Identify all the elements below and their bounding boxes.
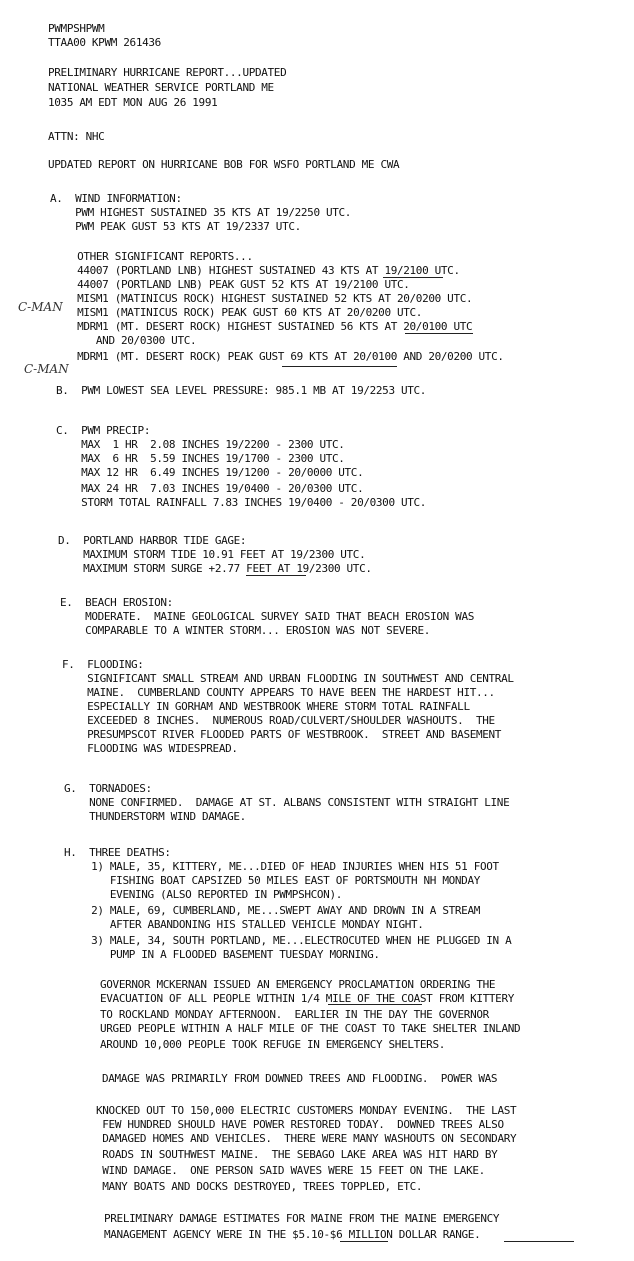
section-f-line: EXCEEDED 8 INCHES. NUMEROUS ROAD/CULVERT/SHOULDER WASHOUTS. THE [62, 714, 495, 727]
section-h-line: PUMP IN A FLOODED BASEMENT TUESDAY MORNING. [66, 948, 380, 961]
header-line-2: TTAA00 KPWM 261436 [48, 36, 161, 49]
section-d-heading: D. PORTLAND HARBOR TIDE GAGE: [58, 534, 247, 547]
section-f-line: SIGNIFICANT SMALL STREAM AND URBAN FLOODING IN SOUTHWEST AND CENTRAL [62, 672, 514, 685]
section-f-line: FLOODING WAS WIDESPREAD. [62, 742, 238, 755]
section-c-heading: C. PWM PRECIP: [56, 424, 151, 437]
governor-line: EVACUATION OF ALL PEOPLE WITHIN 1/4 MILE OF THE COAST FROM KITTERY [100, 992, 514, 1005]
section-f-heading: F. FLOODING: [62, 658, 144, 671]
handwritten-underline [383, 277, 443, 278]
handwritten-underline [340, 1241, 388, 1242]
estimate-line: PRELIMINARY DAMAGE ESTIMATES FOR MAINE FROM THE MAINE EMERGENCY [104, 1212, 500, 1225]
handwritten-cman-note: C-MAN [18, 300, 63, 314]
office-line: NATIONAL WEATHER SERVICE PORTLAND ME [48, 81, 274, 94]
section-c-line: MAX 24 HR 7.03 INCHES 19/0400 - 20/0300 UTC. [56, 482, 364, 495]
damage-line: DAMAGED HOMES AND VEHICLES. THERE WERE MANY WASHOUTS ON SECONDARY [96, 1132, 517, 1145]
section-d-line: MAXIMUM STORM SURGE +2.77 FEET AT 19/2300 UTC. [58, 562, 372, 575]
section-h-line: FISHING BOAT CAPSIZED 50 MILES EAST OF PORTSMOUTH NH MONDAY [66, 874, 480, 887]
section-h-line: EVENING (ALSO REPORTED IN PWMPSHCON). [66, 888, 342, 901]
handwritten-underline [246, 575, 306, 576]
section-f-line: MAINE. CUMBERLAND COUNTY APPEARS TO HAVE BEEN THE HARDEST HIT... [62, 686, 495, 699]
section-c-line: MAX 1 HR 2.08 INCHES 19/2200 - 2300 UTC. [56, 438, 345, 451]
damage-line: WIND DAMAGE. ONE PERSON SAID WAVES WERE 15 FEET ON THE LAKE. [96, 1164, 485, 1177]
handwritten-underline [282, 366, 397, 367]
section-h-line: 3) MALE, 34, SOUTH PORTLAND, ME...ELECTROCUTED WHEN HE PLUGGED IN A [66, 934, 512, 947]
section-c-line: STORM TOTAL RAINFALL 7.83 INCHES 19/0400 - 20/0300 UTC. [56, 496, 427, 509]
governor-line: TO ROCKLAND MONDAY AFTERNOON. EARLIER IN THE DAY THE GOVERNOR [100, 1008, 489, 1021]
section-a-line: PWM PEAK GUST 53 KTS AT 19/2337 UTC. [50, 220, 301, 233]
section-e-heading: E. BEACH EROSION: [60, 596, 173, 609]
handwritten-underline [405, 333, 473, 334]
section-h-line: AFTER ABANDONING HIS STALLED VEHICLE MONDAY NIGHT. [66, 918, 424, 931]
section-a-line: MISM1 (MATINICUS ROCK) PEAK GUST 60 KTS AT 20/0200 UTC. [52, 306, 423, 319]
section-a-heading: A. WIND INFORMATION: [50, 192, 182, 205]
handwritten-underline [504, 1241, 574, 1242]
section-d-line: MAXIMUM STORM TIDE 10.91 FEET AT 19/2300 UTC. [58, 548, 366, 561]
section-h-line: 2) MALE, 69, CUMBERLAND, ME...SWEPT AWAY AND DROWN IN A STREAM [66, 904, 480, 917]
section-a-line: OTHER SIGNIFICANT REPORTS... [52, 250, 253, 263]
section-h-heading: H. THREE DEATHS: [64, 846, 171, 859]
attn-line: ATTN: NHC [48, 130, 105, 143]
damage-line: DAMAGE WAS PRIMARILY FROM DOWNED TREES AND FLOODING. POWER WAS [102, 1072, 498, 1085]
damage-line: FEW HUNDRED SHOULD HAVE POWER RESTORED TODAY. DOWNED TREES ALSO [96, 1118, 504, 1131]
section-g-line: NONE CONFIRMED. DAMAGE AT ST. ALBANS CONSISTENT WITH STRAIGHT LINE [64, 796, 510, 809]
section-a-line: PWM HIGHEST SUSTAINED 35 KTS AT 19/2250 UTC. [50, 206, 352, 219]
section-a-line: 44007 (PORTLAND LNB) HIGHEST SUSTAINED 43 KTS AT 19/2100 UTC. [52, 264, 460, 277]
section-e-line: MODERATE. MAINE GEOLOGICAL SURVEY SAID THAT BEACH EROSION WAS [60, 610, 474, 623]
issue-time: 1035 AM EDT MON AUG 26 1991 [48, 96, 218, 109]
intro-line: UPDATED REPORT ON HURRICANE BOB FOR WSFO PORTLAND ME CWA [48, 158, 400, 171]
section-a-line: MDRM1 (MT. DESERT ROCK) PEAK GUST 69 KTS AT 20/0100 AND 20/0200 UTC. [52, 350, 504, 363]
governor-line: URGED PEOPLE WITHIN A HALF MILE OF THE COAST TO TAKE SHELTER INLAND [100, 1022, 521, 1035]
section-b: B. PWM LOWEST SEA LEVEL PRESSURE: 985.1 MB AT 19/2253 UTC. [56, 384, 427, 397]
section-c-line: MAX 6 HR 5.59 INCHES 19/1700 - 2300 UTC. [56, 452, 345, 465]
handwritten-cman-note: C-MAN [24, 362, 69, 376]
section-a-line: AND 20/0300 UTC. [52, 334, 197, 347]
section-c-line: MAX 12 HR 6.49 INCHES 19/1200 - 20/0000 UTC. [56, 466, 364, 479]
section-a-line: MISM1 (MATINICUS ROCK) HIGHEST SUSTAINED 52 KTS AT 20/0200 UTC. [52, 292, 473, 305]
handwritten-underline [328, 1004, 422, 1005]
section-f-line: ESPECIALLY IN GORHAM AND WESTBROOK WHERE STORM TOTAL RAINFALL [62, 700, 470, 713]
section-a-line: 44007 (PORTLAND LNB) PEAK GUST 52 KTS AT 19/2100 UTC. [52, 278, 410, 291]
section-f-line: PRESUMPSCOT RIVER FLOODED PARTS OF WESTBROOK. STREET AND BASEMENT [62, 728, 502, 741]
governor-line: GOVERNOR MCKERNAN ISSUED AN EMERGENCY PROCLAMATION ORDERING THE [100, 978, 496, 991]
report-title: PRELIMINARY HURRICANE REPORT...UPDATED [48, 66, 287, 79]
section-a-line: MDRM1 (MT. DESERT ROCK) HIGHEST SUSTAINED 56 KTS AT 20/0100 UTC [52, 320, 473, 333]
section-g-heading: G. TORNADOES: [64, 782, 152, 795]
header-line-1: PWMPSHPWM [48, 22, 105, 35]
damage-line: MANY BOATS AND DOCKS DESTROYED, TREES TOPPLED, ETC. [96, 1180, 423, 1193]
section-e-line: COMPARABLE TO A WINTER STORM... EROSION WAS NOT SEVERE. [60, 624, 431, 637]
section-g-line: THUNDERSTORM WIND DAMAGE. [64, 810, 246, 823]
damage-line: ROADS IN SOUTHWEST MAINE. THE SEBAGO LAKE AREA WAS HIT HARD BY [96, 1148, 498, 1161]
section-h-line: 1) MALE, 35, KITTERY, ME...DIED OF HEAD INJURIES WHEN HIS 51 FOOT [66, 860, 499, 873]
damage-line: KNOCKED OUT TO 150,000 ELECTRIC CUSTOMERS MONDAY EVENING. THE LAST [96, 1104, 517, 1117]
governor-line: AROUND 10,000 PEOPLE TOOK REFUGE IN EMERGENCY SHELTERS. [100, 1038, 445, 1051]
estimate-line: MANAGEMENT AGENCY WERE IN THE $5.10-$6 MILLION DOLLAR RANGE. [104, 1228, 481, 1241]
